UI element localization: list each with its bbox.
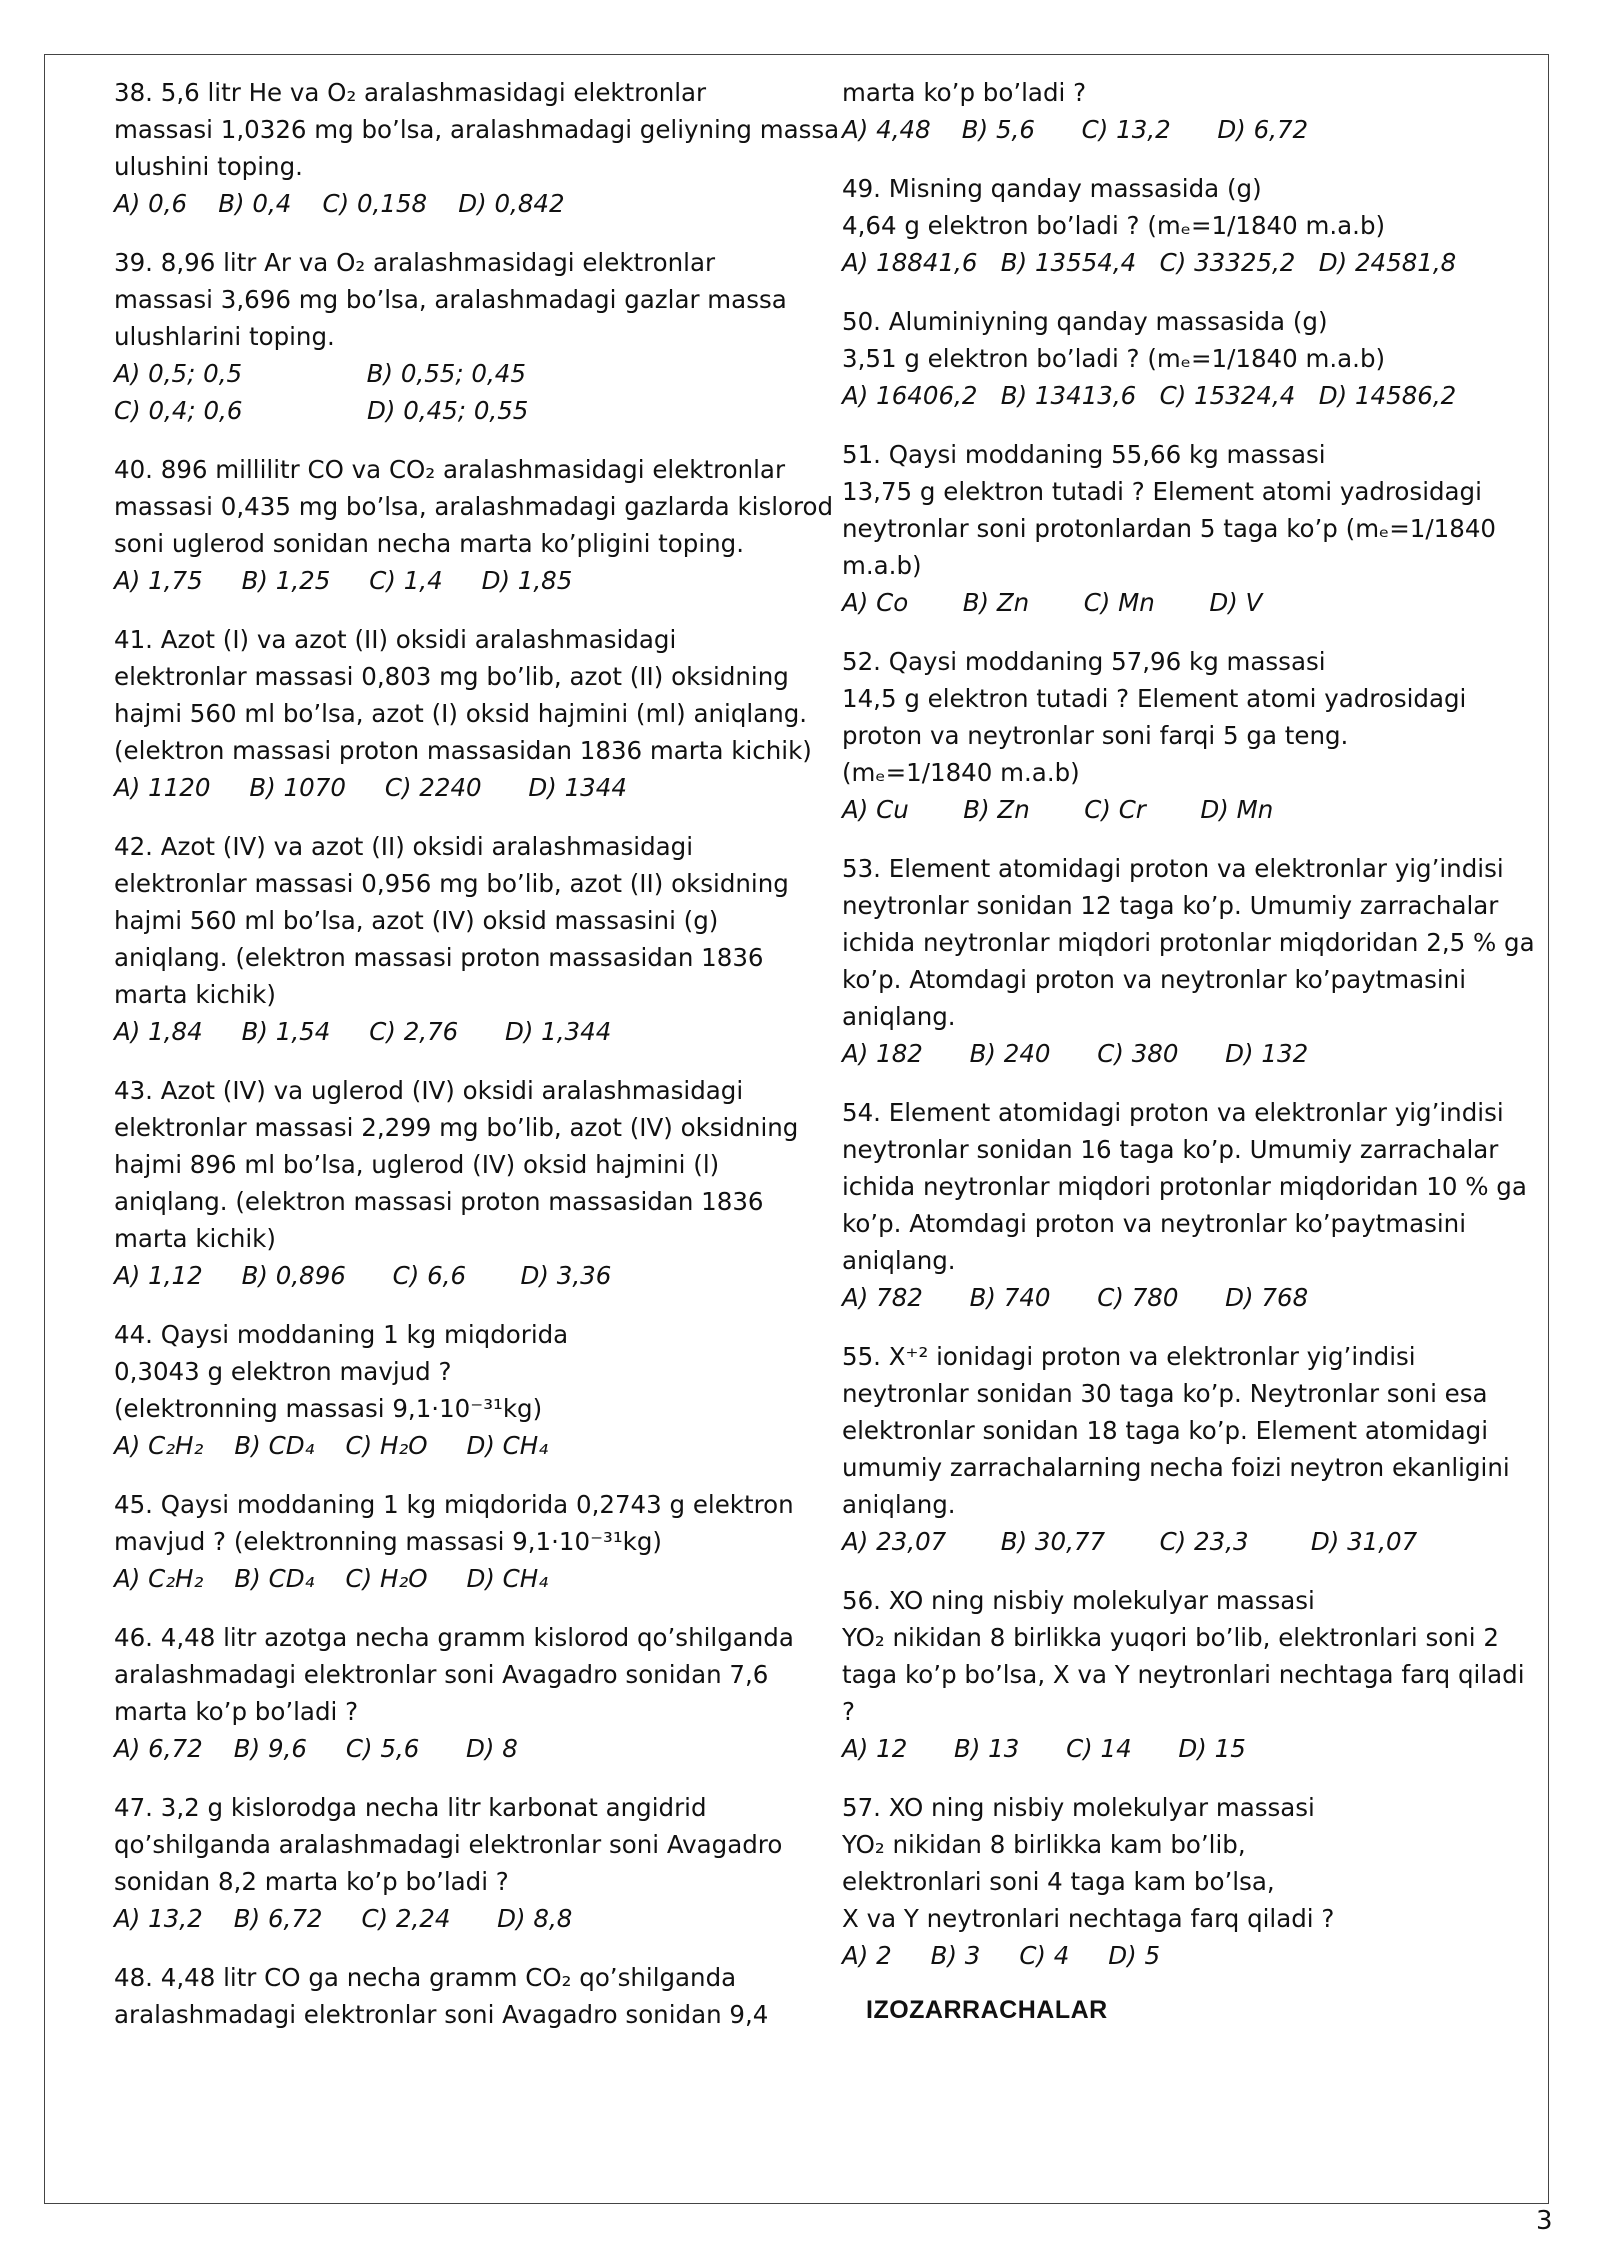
question-text-line: ichida neytronlar miqdori protonlar miqdoridan 2,5 % ga	[842, 928, 1535, 957]
question-block	[114, 244, 824, 429]
question-text-line: marta ko’p bo’ladi ?	[842, 78, 1087, 107]
question-text-line: aniqlang.	[842, 1002, 956, 1031]
question-text-line: massasi 0,435 mg bo’lsa, aralashmadagi gazlarda kislorod	[114, 492, 834, 521]
page-number: 3	[1536, 2206, 1553, 2236]
answer-options: A) C₂H₂ B) CD₄ C) H₂O D) CH₄	[114, 1431, 549, 1460]
question-text-line: qo’shilganda aralashmadagi elektronlar soni Avagadro	[114, 1830, 783, 1859]
answer-options: A) 1,84 B) 1,54 C) 2,76 D) 1,344	[114, 1017, 612, 1046]
answer-options: A) 16406,2 B) 13413,6 C) 15324,4 D) 14586,2	[842, 381, 1457, 410]
question-block	[842, 850, 1557, 1072]
question-text-line: aniqlang. (elektron massasi proton massasidan 1836	[114, 1187, 764, 1216]
question-text-line: 0,3043 g elektron mavjud ?	[114, 1357, 452, 1386]
answer-options: A) 6,72 B) 9,6 C) 5,6 D) 8	[114, 1734, 518, 1763]
question-block	[114, 1619, 824, 1767]
question-text-line: 49. Misning qanday massasida (g)	[842, 174, 1262, 203]
question-text-line: aniqlang.	[842, 1246, 956, 1275]
answer-options: A) C₂H₂ B) CD₄ C) H₂O D) CH₄	[114, 1564, 549, 1593]
answer-options: A) 1,75 B) 1,25 C) 1,4 D) 1,85	[114, 566, 573, 595]
question-block	[842, 303, 1557, 414]
question-text-line: ko’p. Atomdagi proton va neytronlar ko’paytmasini	[842, 965, 1466, 994]
question-text-line: 54. Element atomidagi proton va elektronlar yig’indisi	[842, 1098, 1504, 1127]
question-text-line: 57. XO ning nisbiy molekulyar massasi	[842, 1793, 1315, 1822]
question-block	[842, 74, 1557, 148]
answer-options: A) 2 B) 3 C) 4 D) 5	[842, 1941, 1161, 1970]
question-text-line: soni uglerod sonidan necha marta ko’pligini toping.	[114, 529, 744, 558]
question-text-line: hajmi 560 ml bo’lsa, azot (IV) oksid massasini (g)	[114, 906, 719, 935]
question-text-line: YO₂ nikidan 8 birlikka yuqori bo’lib, elektronlari soni 2	[842, 1623, 1499, 1652]
answer-options: A) 23,07 B) 30,77 C) 23,3 D) 31,07	[842, 1527, 1418, 1556]
question-block	[842, 436, 1557, 621]
answer-options: A) 1,12 B) 0,896 C) 6,6 D) 3,36	[114, 1261, 612, 1290]
question-block	[114, 621, 824, 806]
answer-options: A) 12 B) 13 C) 14 D) 15	[842, 1734, 1246, 1763]
question-text-line: 38. 5,6 litr He va O₂ aralashmasidagi elektronlar	[114, 78, 707, 107]
question-text-line: taga ko’p bo’lsa, X va Y neytronlari nechtaga farq qiladi	[842, 1660, 1525, 1689]
question-text-line: 51. Qaysi moddaning 55,66 kg massasi	[842, 440, 1326, 469]
question-text-line: ?	[842, 1697, 856, 1726]
question-text-line: 14,5 g elektron tutadi ? Element atomi yadrosidagi	[842, 684, 1467, 713]
question-text-line: elektronlari soni 4 taga kam bo’lsa,	[842, 1867, 1275, 1896]
question-text-line: YO₂ nikidan 8 birlikka kam bo’lib,	[842, 1830, 1246, 1859]
question-text-line: 50. Aluminiyning qanday massasida (g)	[842, 307, 1328, 336]
answer-options: A) 1120 B) 1070 C) 2240 D) 1344	[114, 773, 627, 802]
question-text-line: 40. 896 millilitr CO va CO₂ aralashmasidagi elektronlar	[114, 455, 786, 484]
question-text-line: marta ko’p bo’ladi ?	[114, 1697, 359, 1726]
right-question-list	[842, 74, 1557, 1974]
question-text-line: mavjud ? (elektronning massasi 9,1·10⁻³¹kg)	[114, 1527, 662, 1556]
question-block	[114, 1789, 824, 1937]
section-title: IZOZARRACHALAR	[866, 1996, 1108, 2024]
answer-options: A) Co B) Zn C) Mn D) V	[842, 588, 1263, 617]
question-text-line: elektronlar massasi 2,299 mg bo’lib, azot (IV) oksidning	[114, 1113, 799, 1142]
question-text-line: (mₑ=1/1840 m.a.b)	[842, 758, 1080, 787]
question-block	[114, 451, 834, 599]
question-block	[114, 828, 824, 1050]
question-text-line: 4,64 g elektron bo’ladi ? (mₑ=1/1840 m.a.b)	[842, 211, 1386, 240]
question-text-line: 46. 4,48 litr azotga necha gramm kislorod qo’shilganda	[114, 1623, 794, 1652]
question-text-line: (elektronning massasi 9,1·10⁻³¹kg)	[114, 1394, 543, 1423]
question-text-line: 52. Qaysi moddaning 57,96 kg massasi	[842, 647, 1326, 676]
answer-options: A) 0,5; 0,5 B) 0,55; 0,45	[114, 359, 526, 388]
answer-options: A) 182 B) 240 C) 380 D) 132	[842, 1039, 1309, 1068]
question-block	[842, 643, 1557, 828]
question-text-line: m.a.b)	[842, 551, 922, 580]
answer-options: A) 4,48 B) 5,6 C) 13,2 D) 6,72	[842, 115, 1309, 144]
question-text-line: 43. Azot (IV) va uglerod (IV) oksidi aralashmasidagi	[114, 1076, 744, 1105]
question-text-line: proton va neytronlar soni farqi 5 ga teng.	[842, 721, 1349, 750]
question-text-line: hajmi 560 ml bo’lsa, azot (I) oksid hajmini (ml) aniqlang.	[114, 699, 808, 728]
question-text-line: massasi 1,0326 mg bo’lsa, aralashmadagi geliyning massa	[114, 115, 840, 144]
question-text-line: ulushlarini toping.	[114, 322, 335, 351]
question-text-line: elektronlar massasi 0,803 mg bo’lib, azot (II) oksidning	[114, 662, 789, 691]
answer-options: A) 18841,6 B) 13554,4 C) 33325,2 D) 24581,8	[842, 248, 1457, 277]
question-text-line: ichida neytronlar miqdori protonlar miqdoridan 10 % ga	[842, 1172, 1527, 1201]
left-column	[114, 74, 840, 2055]
question-text-line: 44. Qaysi moddaning 1 kg miqdorida	[114, 1320, 569, 1349]
question-block	[114, 74, 840, 222]
question-text-line: 56. XO ning nisbiy molekulyar massasi	[842, 1586, 1315, 1615]
question-text-line: 55. X⁺² ionidagi proton va elektronlar yig’indisi	[842, 1342, 1416, 1371]
question-text-line: aniqlang. (elektron massasi proton massasidan 1836	[114, 943, 764, 972]
question-text-line: neytronlar soni protonlardan 5 taga ko’p (mₑ=1/1840	[842, 514, 1496, 543]
question-text-line: sonidan 8,2 marta ko’p bo’ladi ?	[114, 1867, 509, 1896]
question-text-line: hajmi 896 ml bo’lsa, uglerod (IV) oksid hajmini (l)	[114, 1150, 720, 1179]
answer-options: A) 0,6 B) 0,4 C) 0,158 D) 0,842	[114, 189, 565, 218]
question-text-line: elektronlar massasi 0,956 mg bo’lib, azot (II) oksidning	[114, 869, 789, 898]
question-block	[842, 1789, 1557, 1974]
question-text-line: neytronlar sonidan 30 taga ko’p. Neytronlar soni esa	[842, 1379, 1488, 1408]
question-text-line: 3,51 g elektron bo’ladi ? (mₑ=1/1840 m.a.b)	[842, 344, 1386, 373]
question-text-line: ko’p. Atomdagi proton va neytronlar ko’paytmasini	[842, 1209, 1466, 1238]
question-text-line: massasi 3,696 mg bo’lsa, aralashmadagi gazlar massa	[114, 285, 787, 314]
question-text-line: aralashmadagi elektronlar soni Avagadro sonidan 9,4	[114, 2000, 769, 2029]
question-text-line: neytronlar sonidan 12 taga ko’p. Umumiy zarrachalar	[842, 891, 1499, 920]
question-text-line: elektronlar sonidan 18 taga ko’p. Element atomidagi	[842, 1416, 1489, 1445]
question-text-line: marta kichik)	[114, 1224, 276, 1253]
question-block	[114, 1316, 824, 1464]
question-text-line: neytronlar sonidan 16 taga ko’p. Umumiy zarrachalar	[842, 1135, 1499, 1164]
question-text-line: 39. 8,96 litr Ar va O₂ aralashmasidagi elektronlar	[114, 248, 716, 277]
question-text-line: 47. 3,2 g kislorodga necha litr karbonat angidrid	[114, 1793, 707, 1822]
question-text-line: marta kichik)	[114, 980, 276, 1009]
question-block	[842, 1338, 1557, 1560]
question-text-line: ulushini toping.	[114, 152, 303, 181]
question-text-line: 45. Qaysi moddaning 1 kg miqdorida 0,2743 g elektron	[114, 1490, 794, 1519]
question-text-line: 53. Element atomidagi proton va elektronlar yig’indisi	[842, 854, 1504, 883]
question-block	[114, 1959, 824, 2033]
question-text-line: aralashmadagi elektronlar soni Avagadro sonidan 7,6	[114, 1660, 769, 1689]
question-text-line: 48. 4,48 litr CO ga necha gramm CO₂ qo’shilganda	[114, 1963, 737, 1992]
question-block	[114, 1072, 824, 1294]
question-text-line: umumiy zarrachalarning necha foizi neytron ekanligini	[842, 1453, 1510, 1482]
question-text-line: 42. Azot (IV) va azot (II) oksidi aralashmasidagi	[114, 832, 694, 861]
question-block	[842, 170, 1557, 281]
answer-options: A) 13,2 B) 6,72 C) 2,24 D) 8,8	[114, 1904, 573, 1933]
answer-options: A) 782 B) 740 C) 780 D) 768	[842, 1283, 1309, 1312]
question-text-line: (elektron massasi proton massasidan 1836 marta kichik)	[114, 736, 812, 765]
question-text-line: X va Y neytronlari nechtaga farq qiladi ?	[842, 1904, 1335, 1933]
question-text-line: aniqlang.	[842, 1490, 956, 1519]
right-column	[842, 74, 1557, 2025]
question-text-line: 41. Azot (I) va azot (II) oksidi aralashmasidagi	[114, 625, 677, 654]
question-block	[842, 1094, 1557, 1316]
answer-options: A) Cu B) Zn C) Cr D) Mn	[842, 795, 1274, 824]
question-text-line: 13,75 g elektron tutadi ? Element atomi yadrosidagi	[842, 477, 1482, 506]
answer-options: C) 0,4; 0,6 D) 0,45; 0,55	[114, 396, 529, 425]
question-block	[114, 1486, 824, 1597]
question-block	[842, 1582, 1557, 1767]
